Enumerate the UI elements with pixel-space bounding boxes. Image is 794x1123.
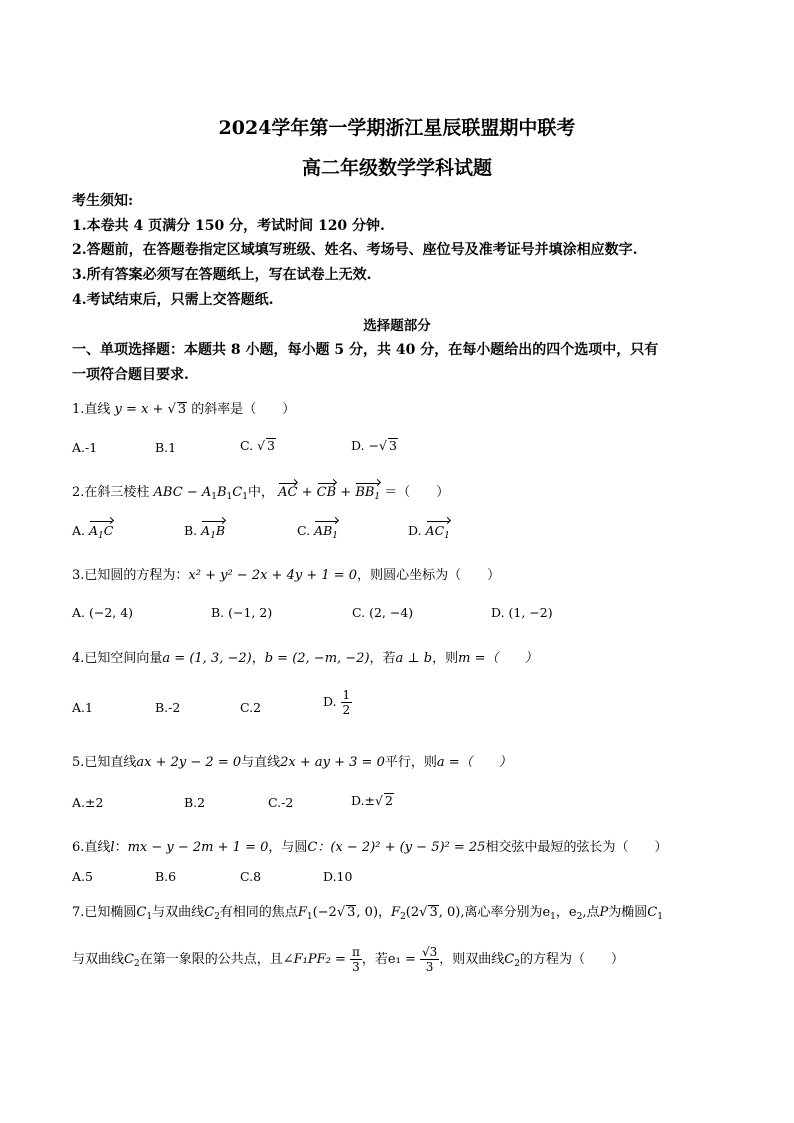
q3-option-d: D. (1, −2): [491, 605, 553, 620]
notice-heading: 考生须知:: [72, 193, 134, 209]
q5-option-a: A.±2: [72, 795, 104, 810]
q4-option-b: B.-2: [155, 700, 181, 715]
q2-option-b: B. $A_1B$: [184, 523, 226, 541]
page-subtitle: 高二年级数学学科试题: [301, 157, 492, 179]
q3-option-c: C. (2, −4): [352, 605, 414, 620]
q4-option-c: C.2: [240, 700, 262, 715]
q1-option-d: D. −√ 3: [351, 438, 397, 453]
q6-option-b: B.6: [155, 869, 177, 884]
section-instruction-1: 一、单项选择题：本题共 8 小题，每小题 5 分，共 40 分，在每小题给出的四个选项中，只有: [72, 342, 659, 358]
question-5-stem: 5.已知直线ax + 2y − 2 = 0与直线2x + ay + 3 = 0平行，则a =（ ）: [72, 755, 512, 770]
question-4-stem: 4.已知空间向量a = (1, 3, −2)，b = (2, −m, −2)，若a ⊥ b，则m =（ ）: [72, 651, 538, 666]
question-6-stem: 6.直线l：mx − y − 2m + 1 = 0，与圆C：(x − 2)² + (y − 5)² = 25相交弦中最短的弦长为（ ）: [72, 840, 668, 855]
question-1-stem: 1.直线 y = x + √ 3 的斜率是（ ）: [72, 402, 296, 417]
section-instruction-2: 一项符合题目要求.: [72, 367, 189, 383]
question-7-line-1: 7.已知椭圆$C_1$与双曲线$C_2$有相同的焦点$F_1(-2√$ 3, 0)，$F_2(2√$ 3, 0),离心率分别为$e_1$，$e_2$,点P为椭圆$C_1$: [72, 905, 663, 922]
notice-item-1: 1.本卷共 4 页满分 150 分，考试时间 120 分钟.: [72, 218, 385, 234]
page-title: 2024学年第一学期浙江星辰联盟期中联考: [218, 117, 576, 139]
question-2-stem: 2.在斜三棱柱 ABC − $A_1B_1C_1$中， AC + CB + $BB_1$ ＝（ ）: [72, 485, 450, 502]
notice-item-2: 2.答题前，在答题卷指定区域填写班级、姓名、考场号、座位号及准考证号并填涂相应数字.: [72, 242, 638, 258]
question-7-line-2: 与双曲线$C_2$在第一象限的公共点，且∠F₁PF₂ = $\frac{\pi}{3}$ ，若e₁ = $\frac{√3}{3}$ ，则双曲线$C_2$的方程为（ ）: [72, 945, 624, 974]
q1-option-c: C. √ 3: [240, 438, 275, 453]
section-title: 选择题部分: [363, 318, 431, 334]
q4-option-d: D. $\frac{1}{2}$: [323, 688, 351, 717]
q4-option-a: A.1: [72, 700, 93, 715]
question-3-stem: 3.已知圆的方程为：x² + y² − 2x + 4y + 1 = 0，则圆心坐标为（ ）: [72, 568, 501, 583]
notice-item-3: 3.所有答案必须写在答题纸上，写在试卷上无效.: [72, 267, 372, 283]
q6-option-d: D.10: [323, 869, 353, 884]
q6-option-c: C.8: [240, 869, 262, 884]
q1-option-b: B.1: [155, 440, 177, 455]
q2-option-c: C. $AB_1$: [297, 523, 339, 541]
q3-option-a: A. (−2, 4): [72, 605, 134, 620]
q2-option-d: D. $AC_1$: [408, 523, 450, 541]
q1-option-a: A.-1: [72, 440, 98, 455]
q5-option-c: C.-2: [268, 795, 294, 810]
q3-option-b: B. (−1, 2): [211, 605, 273, 620]
q6-option-a: A.5: [72, 869, 93, 884]
q5-option-b: B.2: [184, 795, 206, 810]
q2-option-a: A. $A_1C$: [72, 523, 114, 541]
notice-item-4: 4.考试结束后，只需上交答题纸.: [72, 292, 274, 308]
q5-option-d: D.±√ 2: [351, 793, 393, 808]
